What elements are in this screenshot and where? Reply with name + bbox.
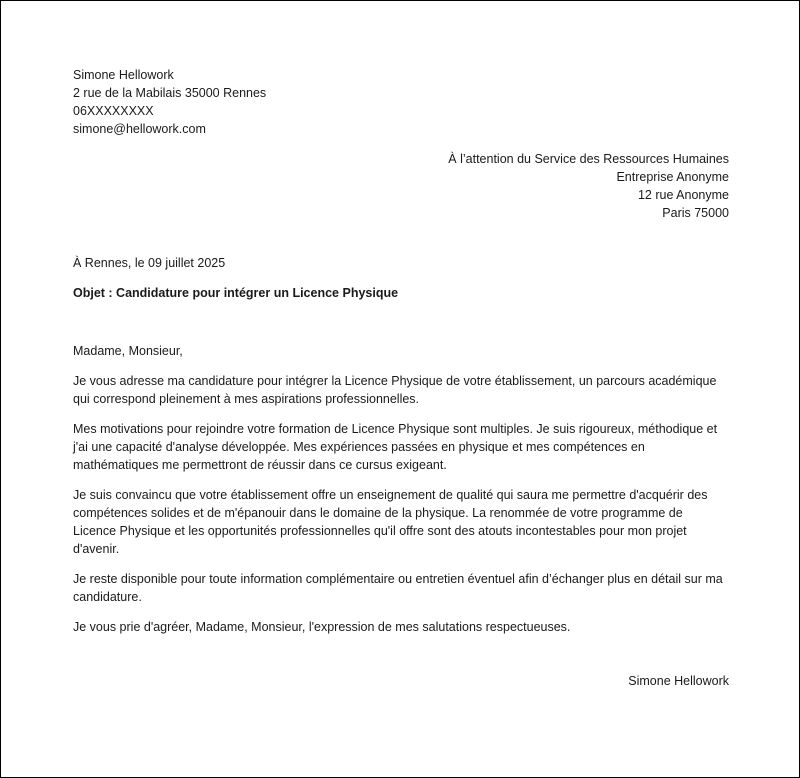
salutation: Madame, Monsieur, [73, 344, 183, 358]
sender-address: 2 rue de la Mabilais 35000 Rennes [73, 86, 267, 100]
closing-paragraph: Je vous prie d'agréer, Madame, Monsieur, l'expression de mes salutations respectueuses. [73, 620, 571, 634]
sender-phone: 06XXXXXXXX [73, 104, 154, 118]
sender-name: Simone Hellowork [73, 68, 174, 82]
body-paragraph-3: Je suis convaincu que votre établissement offre un enseignement de qualité qui saura me permettre d'acquérir des compétences solides et de m'épanouir dans le domaine de la physique. La renommée de votre programme de Licence Physique et les opportunités professionnelles qu'il offre sont des atouts incontestables pour mon projet d'avenir. [73, 488, 708, 556]
signature: Simone Hellowork [628, 674, 729, 688]
recipient-attention: À l’attention du Service des Ressources Humaines [448, 152, 729, 166]
recipient-street: 12 rue Anonyme [637, 188, 729, 202]
date-line: À Rennes, le 09 juillet 2025 [73, 256, 226, 270]
sender-email: simone@hellowork.com [73, 122, 206, 136]
recipient-company: Entreprise Anonyme [616, 170, 729, 184]
sender-block [73, 66, 729, 138]
body-paragraph-4: Je reste disponible pour toute information complémentaire ou entretien éventuel afin d’échanger plus en détail sur ma candidature. [73, 572, 723, 604]
subject-line: Objet : Candidature pour intégrer un Licence Physique [73, 286, 399, 300]
body-paragraph-1: Je vous adresse ma candidature pour intégrer la Licence Physique de votre établissement, un parcours académique qui correspond pleinement à mes aspirations professionnelles. [73, 374, 717, 406]
letter-content [73, 66, 729, 690]
body-paragraph-2: Mes motivations pour rejoindre votre formation de Licence Physique sont multiples. Je suis rigoureux, méthodique et j'ai une capacité d'analyse développée. Mes expériences passées en physique et mes compétences en mathématiques me permettront de réussir dans ce cursus exigeant. [73, 422, 718, 472]
recipient-city: Paris 75000 [662, 206, 729, 220]
recipient-block [73, 150, 729, 222]
